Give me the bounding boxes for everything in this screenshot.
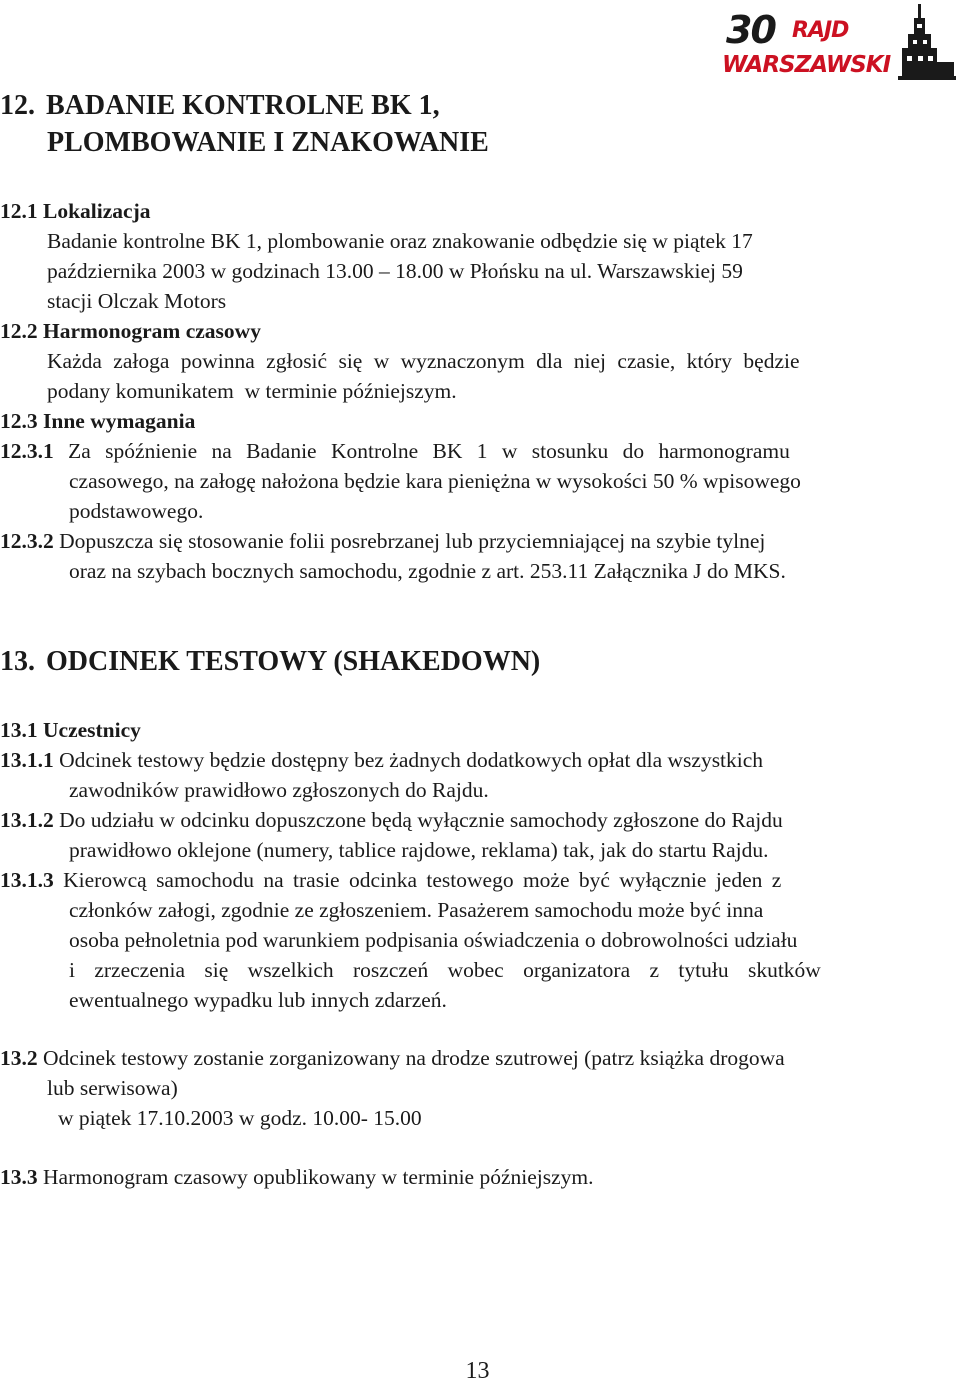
item-number: 13.3 <box>0 1165 38 1189</box>
page-number: 13 <box>465 1358 490 1384</box>
paragraph-line: podstawowego. <box>69 499 204 523</box>
section-title: ODCINEK TESTOWY (SHAKEDOWN) <box>46 646 541 677</box>
item-13-2 <box>0 1043 955 1073</box>
paragraph-line: zawodników prawidłowo zgłoszonych do Rajdu. <box>69 778 489 802</box>
paragraph-line: w piątek 17.10.2003 w godz. 10.00- 15.00 <box>58 1106 422 1130</box>
item-number: 13.1.2 <box>0 808 54 832</box>
item-12-3-1 <box>0 436 955 466</box>
section-13-heading <box>0 643 955 680</box>
section-number: 12. <box>0 90 35 121</box>
item-text: Za spóźnienie na Badanie Kontrolne BK 1 w stosunku do harmonogramu <box>53 439 790 463</box>
item-text: Odcinek testowy zostanie zorganizowany na drodze szutrowej (patrz książka drogowa <box>37 1046 785 1070</box>
paragraph-line: lub serwisowa) <box>47 1076 178 1100</box>
subsection-13-1-heading: 13.1 Uczestnicy <box>0 718 141 742</box>
logo-city: WARSZAWSKI <box>722 52 891 78</box>
item-13-1-2 <box>0 805 955 835</box>
item-number: 13.1.3 <box>0 868 54 892</box>
paragraph-line: października 2003 w godzinach 13.00 – 18.00 w Płońsku na ul. Warszawskiej 59 <box>47 259 743 283</box>
item-13-1-1 <box>0 745 955 775</box>
section-number: 13. <box>0 646 35 677</box>
palace-of-culture-icon <box>898 4 956 84</box>
item-13-1-3 <box>0 865 955 895</box>
item-number: 12.3.2 <box>0 529 54 553</box>
paragraph-line: Każda załoga powinna zgłosić się w wyznaczonym dla niej czasie, który będzie <box>47 349 800 373</box>
logo-number: 30 <box>726 8 775 52</box>
item-12-3-2 <box>0 526 955 556</box>
paragraph-line: Badanie kontrolne BK 1, plombowanie oraz znakowanie odbędzie się w piątek 17 <box>47 229 753 253</box>
paragraph-line: oraz na szybach bocznych samochodu, zgodnie z art. 253.11 Załącznika J do MKS. <box>69 559 786 583</box>
paragraph-line: prawidłowo oklejone (numery, tablice rajdowe, reklama) tak, jak do startu Rajdu. <box>69 838 769 862</box>
subsection-12-2-heading: 12.2 Harmonogram czasowy <box>0 319 261 343</box>
item-text: Do udziału w odcinku dopuszczone będą wyłącznie samochody zgłoszone do Rajdu <box>53 808 783 832</box>
rally-logo <box>718 4 956 84</box>
item-number: 12.3.1 <box>0 439 54 463</box>
subsection-12-3-heading: 12.3 Inne wymagania <box>0 409 196 433</box>
paragraph-line: i zrzeczenia się wszelkich roszczeń wobec organizatora z tytułu skutków <box>69 958 821 982</box>
item-text: Kierowcą samochodu na trasie odcinka testowego może być wyłącznie jeden z <box>53 868 782 892</box>
paragraph-line: ewentualnego wypadku lub innych zdarzeń. <box>69 988 447 1012</box>
paragraph-line: podany komunikatem w terminie późniejszym. <box>47 379 457 403</box>
item-number: 13.2 <box>0 1046 38 1070</box>
item-number: 13.1.1 <box>0 748 54 772</box>
subsection-12-1-heading: 12.1 Lokalizacja <box>0 199 151 223</box>
section-title-line1: BADANIE KONTROLNE BK 1, <box>46 90 440 121</box>
section-12-heading-line2: PLOMBOWANIE I ZNAKOWANIE <box>47 127 489 158</box>
logo-word: RAJD <box>792 18 849 43</box>
item-text: Harmonogram czasowy opublikowany w terminie późniejszym. <box>37 1165 594 1189</box>
item-text: Dopuszcza się stosowanie folii posrebrzanej lub przyciemniającej na szybie tylnej <box>53 529 766 553</box>
paragraph-line: członków załogi, zgodnie ze zgłoszeniem. Pasażerem samochodu może być inna <box>69 898 764 922</box>
item-13-3 <box>0 1162 955 1192</box>
section-12-heading <box>0 87 955 124</box>
paragraph-line: czasowego, na załogę nałożona będzie kara pieniężna w wysokości 50 % wpisowego <box>69 469 801 493</box>
paragraph-line: osoba pełnoletnia pod warunkiem podpisania oświadczenia o dobrowolności udziału <box>69 928 798 952</box>
item-text: Odcinek testowy będzie dostępny bez żadnych dodatkowych opłat dla wszystkich <box>53 748 764 772</box>
paragraph-line: stacji Olczak Motors <box>47 289 227 313</box>
